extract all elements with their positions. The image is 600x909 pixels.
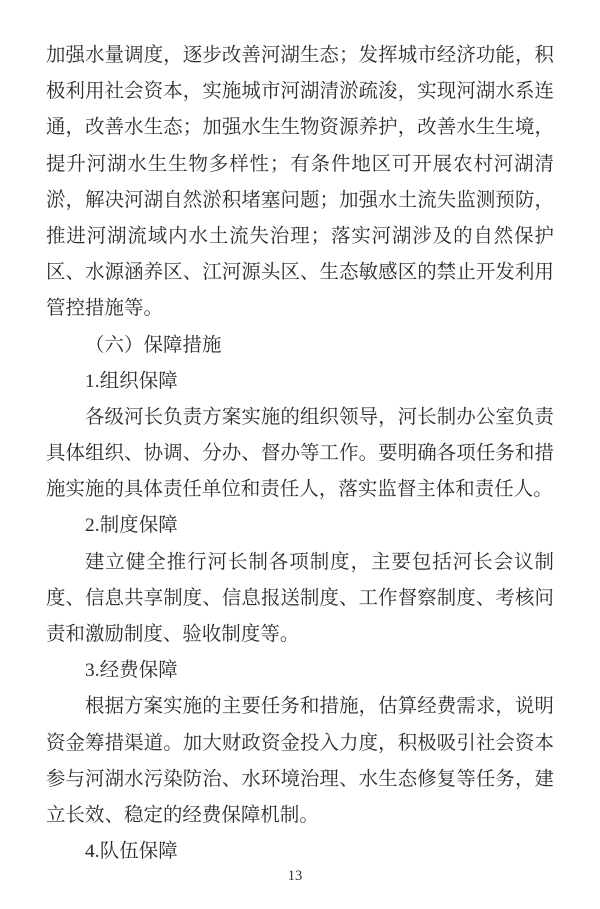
heading-item-4 bbox=[46, 834, 554, 870]
text-line: 管控措施等。 bbox=[46, 298, 163, 320]
paragraph-organization-guarantee bbox=[46, 400, 554, 509]
text-line: 建立健全推行河长制各项制度，主要包括河长会议制 bbox=[85, 551, 554, 573]
heading-item-2 bbox=[46, 508, 554, 544]
text-line: 1.组织保障 bbox=[85, 370, 178, 392]
document-body bbox=[46, 38, 554, 870]
text-line: 淤，解决河湖自然淤积堵塞问题；加强水土流失监测预防， bbox=[46, 189, 554, 211]
paragraph-funding-guarantee bbox=[46, 689, 554, 834]
text-line: 各级河长负责方案实施的组织领导，河长制办公室负责 bbox=[85, 406, 554, 428]
paragraph-system-guarantee bbox=[46, 545, 554, 654]
text-line: 参与河湖水污染防治、水环境治理、水生态修复等任务，建 bbox=[46, 768, 554, 790]
text-line: 加强水量调度，逐步改善河湖生态；发挥城市经济功能，积 bbox=[46, 45, 554, 66]
text-line: 2.制度保障 bbox=[85, 515, 178, 537]
text-line: 具体组织、协调、分办、督办等工作。要明确各项任务和措 bbox=[46, 443, 554, 465]
heading-section-six bbox=[46, 328, 554, 364]
text-line: 资金筹措渠道。加大财政资金投入力度，积极吸引社会资本 bbox=[46, 732, 554, 754]
text-line: 3.经费保障 bbox=[85, 660, 178, 682]
text-line: 推进河湖流域内水土流失治理；落实河湖涉及的自然保护 bbox=[46, 225, 554, 247]
text-line: （六）保障措施 bbox=[85, 334, 222, 356]
page-number: 13 bbox=[287, 868, 303, 884]
heading-item-3 bbox=[46, 653, 554, 689]
text-line: 通，改善水生态；加强水生生物资源养护，改善水生生境， bbox=[46, 117, 554, 139]
text-line: 区、水源涵养区、江河源头区、生态敏感区的禁止开发利用 bbox=[46, 262, 554, 284]
text-line: 立长效、稳定的经费保障机制。 bbox=[46, 804, 319, 826]
text-line: 提升河湖水生生物多样性；有条件地区可开展农村河湖清 bbox=[46, 153, 554, 175]
text-line: 责和激励制度、验收制度等。 bbox=[46, 624, 300, 645]
text-line: 度、信息共享制度、信息报送制度、工作督察制度、考核问 bbox=[46, 587, 554, 609]
text-line: 根据方案实施的主要任务和措施，估算经费需求，说明 bbox=[85, 696, 554, 718]
text-line: 极利用社会资本，实施城市河湖清淤疏浚，实现河湖水系连 bbox=[46, 81, 554, 103]
text-line: 施实施的具体责任单位和责任人，落实监督主体和责任人。 bbox=[46, 479, 553, 501]
heading-item-1 bbox=[46, 364, 554, 400]
text-line: 4.队伍保障 bbox=[85, 841, 178, 863]
paragraph-continuation-water-eco bbox=[46, 38, 554, 328]
